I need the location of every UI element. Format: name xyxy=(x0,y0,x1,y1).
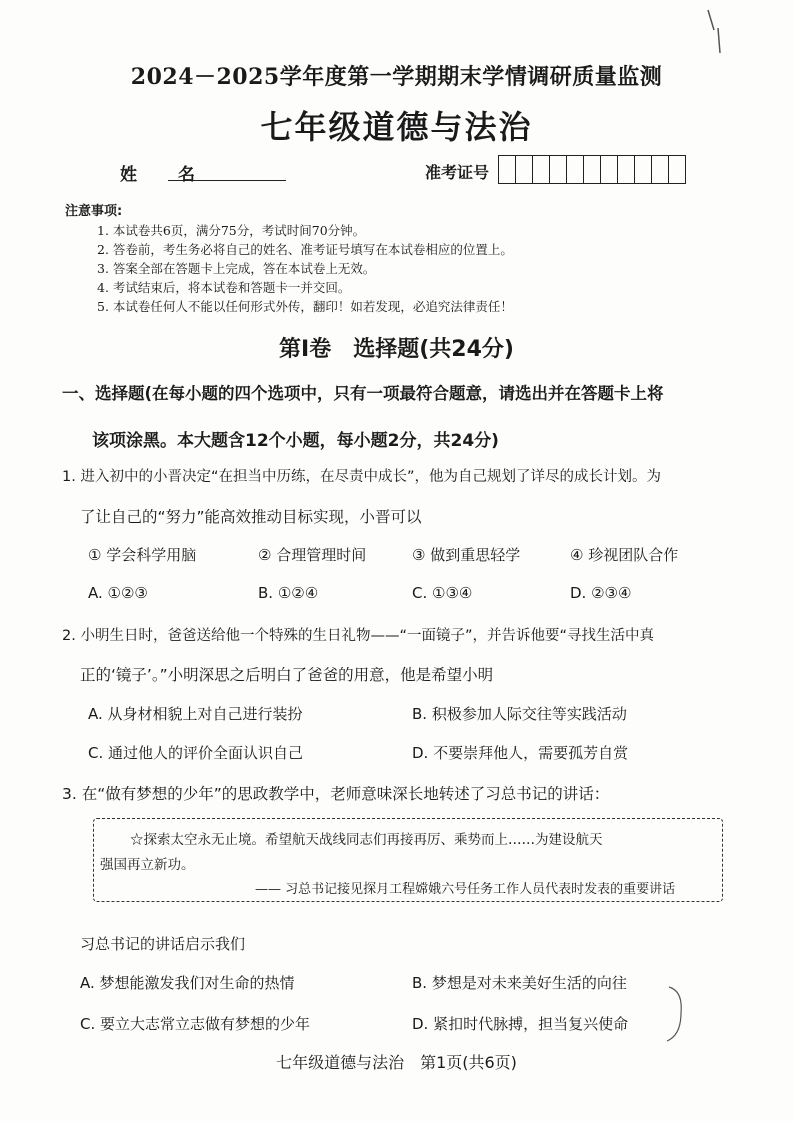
exam-title: 2024－2025学年度第一学期期末学情调研质量监测 xyxy=(130,64,663,90)
notice-title: 注意事项: xyxy=(65,204,123,219)
option-c[interactable]: C. 要立大志常立志做有梦想的少年 xyxy=(80,1015,311,1033)
section-instruction: 该项涂黑。本大题含12个小题，每小题2分，共24分) xyxy=(92,431,499,451)
option-b[interactable]: B. 梦想是对未来美好生活的向往 xyxy=(412,974,627,992)
quote-source: —— 习总书记接见探月工程嫦娥六号任务工作人员代表时发表的重要讲话 xyxy=(255,882,676,897)
exam-id-boxes[interactable] xyxy=(498,155,686,184)
notice-item: 5. 本试卷任何人不能以任何形式外传，翻印！如若发现，必追究法律责任！ xyxy=(97,299,513,314)
section-instruction: 一、选择题(在每小题的四个选项中，只有一项最符合题意，请选出并在答题卡上将 xyxy=(62,384,664,403)
option-c[interactable]: C. ①③④ xyxy=(412,584,473,602)
scan-mark xyxy=(700,8,730,58)
question-1-stem: 1. 进入初中的小晋决定“在担当中历练，在尽责中成长”，他为自己规划了详尽的成长计划。为 xyxy=(62,469,661,485)
option-b[interactable]: B. ①②④ xyxy=(258,584,319,602)
section-title: 第Ⅰ卷 选择题(共24分) xyxy=(279,337,514,362)
question-3-stem: 3. 在“做有梦想的少年”的思政教学中，老师意味深长地转述了习总书记的讲话： xyxy=(62,785,610,803)
quote-text: 强国再立新功。 xyxy=(100,857,195,873)
subject-title: 七年级道德与法治 xyxy=(260,108,533,146)
option-a[interactable]: A. 从身材相貌上对自己进行装扮 xyxy=(88,705,303,723)
option-a[interactable]: A. ①②③ xyxy=(88,584,148,602)
question-1-item: ① 学会科学用脑 xyxy=(88,546,197,564)
notice-item: 3. 答案全部在答题卡上完成，答在本试卷上无效。 xyxy=(97,261,376,276)
question-2-stem: 2. 小明生日时，爸爸送给他一个特殊的生日礼物——“一面镜子”，并告诉他要“寻找生活中真 xyxy=(62,628,654,644)
page-footer: 七年级道德与法治 第1页(共6页) xyxy=(276,1053,517,1072)
exam-id-label: 准考证号 xyxy=(425,163,490,182)
option-b[interactable]: B. 积极参加人际交往等实践活动 xyxy=(412,705,627,723)
option-d[interactable]: D. 紧扣时代脉搏，担当复兴使命 xyxy=(412,1015,629,1033)
name-field[interactable] xyxy=(168,180,286,181)
option-d[interactable]: D. ②③④ xyxy=(570,584,632,602)
option-d[interactable]: D. 不要崇拜他人，需要孤芳自赏 xyxy=(412,744,629,762)
question-3-prompt: 习总书记的讲话启示我们 xyxy=(80,935,246,953)
question-1-item: ④ 珍视团队合作 xyxy=(570,546,679,564)
scan-mark xyxy=(665,985,695,1045)
question-2-stem: 正的‘镜子’。”小明深思之后明白了爸爸的用意，他是希望小明 xyxy=(80,666,494,684)
notice-item: 2. 答卷前，考生务必将自己的姓名、准考证号填写在本试卷相应的位置上。 xyxy=(97,242,513,257)
question-1-item: ② 合理管理时间 xyxy=(258,546,367,564)
option-a[interactable]: A. 梦想能激发我们对生命的热情 xyxy=(80,974,295,992)
name-label: 姓 名 xyxy=(120,165,207,185)
quote-text: ☆探索太空永无止境。希望航天战线同志们再接再厉、乘势而上……为建设航天 xyxy=(130,832,603,848)
notice-item: 1. 本试卷共6页，满分75分，考试时间70分钟。 xyxy=(97,223,366,238)
notice-item: 4. 考试结束后，将本试卷和答题卡一并交回。 xyxy=(97,280,351,295)
question-1-item: ③ 做到重思轻学 xyxy=(412,546,521,564)
question-1-stem: 了让自己的“努力”能高效推动目标实现，小晋可以 xyxy=(80,508,422,526)
option-c[interactable]: C. 通过他人的评价全面认识自己 xyxy=(88,744,304,762)
